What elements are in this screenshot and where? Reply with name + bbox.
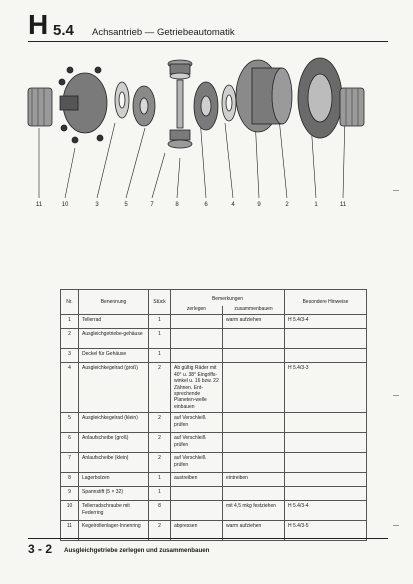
col-header-zerlegen: zerlegen	[171, 306, 223, 315]
cell-zusammenbauen	[223, 433, 285, 453]
parts-table	[60, 289, 367, 541]
cell-stueck: 2	[149, 413, 171, 433]
page-number: 3 - 2	[28, 542, 53, 556]
cell-benennung: Kegelrollenlager-Innenring	[79, 521, 149, 541]
cell-zerlegen: auf Verschleiß prüfen	[171, 433, 223, 453]
thrust-washer-left	[115, 82, 129, 118]
callout-label: 5	[124, 202, 128, 208]
cell-benennung: Tellerrad	[79, 315, 149, 329]
spider-gears	[168, 60, 192, 148]
cell-nr: 1	[61, 315, 79, 329]
cell-hinweise	[285, 329, 367, 349]
cell-zerlegen	[171, 501, 223, 521]
margin-mark	[393, 190, 399, 191]
cell-zusammenbauen	[223, 413, 285, 433]
cell-stueck: 2	[149, 521, 171, 541]
cell-zerlegen: Ab gültig Räder mit 40° u. 38° Eingriffs-winkel u. 16 bzw. 22 Zähnen. Ent-sprechende Planeten-welle einbauen	[171, 363, 223, 413]
cell-nr: 4	[61, 363, 79, 413]
cell-zerlegen: austreiben	[171, 473, 223, 487]
col-header-benennung: Benennung	[79, 290, 149, 315]
cell-hinweise: H 5.4/3-4	[285, 315, 367, 329]
cell-hinweise	[285, 453, 367, 473]
cell-zusammenbauen	[223, 453, 285, 473]
callout-label: 10	[61, 202, 69, 208]
cell-nr: 10	[61, 501, 79, 521]
cell-benennung: Ausgleichkegelrad (klein)	[79, 413, 149, 433]
bevel-gear-small	[133, 86, 155, 126]
cell-zusammenbauen	[223, 349, 285, 363]
callout-label: 9	[257, 202, 261, 208]
cell-nr: 6	[61, 433, 79, 453]
table-row	[61, 329, 367, 349]
cell-zusammenbauen: mit 4,5 mkg festziehen	[223, 501, 285, 521]
cell-zusammenbauen: warm aufziehen	[223, 315, 285, 329]
margin-mark	[393, 395, 399, 396]
cell-benennung: Ausgleichkegelrad (groß)	[79, 363, 149, 413]
table-row	[61, 453, 367, 473]
table-row	[61, 315, 367, 329]
table-header-row	[61, 290, 367, 307]
cell-zerlegen	[171, 329, 223, 349]
callout-numbers	[20, 200, 380, 214]
cell-benennung: Tellerradschraube mit Federring	[79, 501, 149, 521]
table-row	[61, 413, 367, 433]
differential-housing	[236, 60, 292, 132]
footer-title: Ausgleichgetriebe zerlegen und zusammenbauen	[64, 547, 210, 554]
col-header-hinweise: Besondere Hinweise	[285, 290, 367, 315]
section-number: 5.4	[53, 22, 74, 39]
cell-zusammenbauen: eintreiben	[223, 473, 285, 487]
cell-zerlegen	[171, 315, 223, 329]
cell-zerlegen: auf Verschleiß prüfen	[171, 413, 223, 433]
margin-mark	[393, 525, 399, 526]
cell-stueck: 2	[149, 453, 171, 473]
cell-hinweise	[285, 473, 367, 487]
cell-zusammenbauen: warm aufziehen	[223, 521, 285, 541]
cell-stueck: 1	[149, 487, 171, 501]
callout-label: 11	[35, 202, 43, 208]
table-row	[61, 363, 367, 413]
footer-rule	[28, 538, 388, 539]
cell-benennung: Anlaufscheibe (groß)	[79, 433, 149, 453]
cell-hinweise: H 5.4/3-5	[285, 521, 367, 541]
cell-nr: 7	[61, 453, 79, 473]
cell-nr: 8	[61, 473, 79, 487]
cell-benennung: Ausgleichgetriebe-gehäuse	[79, 329, 149, 349]
cell-hinweise	[285, 487, 367, 501]
cell-nr: 3	[61, 349, 79, 363]
callout-label: 7	[150, 202, 154, 208]
callout-label: 6	[204, 202, 208, 208]
cell-stueck: 8	[149, 501, 171, 521]
cell-stueck: 1	[149, 329, 171, 349]
exploded-view-illustration	[20, 48, 380, 218]
thrust-washer-right	[222, 85, 236, 121]
cell-stueck: 1	[149, 349, 171, 363]
housing-cover	[59, 67, 107, 143]
cell-zusammenbauen	[223, 329, 285, 349]
cell-stueck: 2	[149, 363, 171, 413]
table-row	[61, 433, 367, 453]
cell-benennung: Deckel für Gehäuse	[79, 349, 149, 363]
cell-hinweise	[285, 349, 367, 363]
cell-hinweise: H 5.4/3-3	[285, 363, 367, 413]
callout-label: 2	[285, 202, 289, 208]
header-rule	[28, 41, 388, 42]
section-title: Achsantrieb — Getriebeautomatik	[92, 27, 235, 38]
table-row	[61, 349, 367, 363]
callout-label: 3	[95, 202, 99, 208]
bevel-gear-large	[194, 82, 218, 130]
cell-nr: 9	[61, 487, 79, 501]
cell-nr: 2	[61, 329, 79, 349]
cell-zerlegen	[171, 487, 223, 501]
table-row	[61, 487, 367, 501]
cell-stueck: 2	[149, 433, 171, 453]
cell-hinweise: H 5.4/3-4	[285, 501, 367, 521]
bearing-right	[340, 88, 364, 126]
cell-zerlegen: auf Verschleiß prüfen	[171, 453, 223, 473]
col-header-zusammenbauen: zusammenbauen	[223, 306, 285, 315]
cell-zusammenbauen	[223, 487, 285, 501]
cell-zerlegen	[171, 349, 223, 363]
cell-nr: 11	[61, 521, 79, 541]
callout-label: 11	[339, 202, 347, 208]
table-row	[61, 501, 367, 521]
col-header-stueck: Stück	[149, 290, 171, 315]
cell-nr: 5	[61, 413, 79, 433]
callout-label: 1	[314, 202, 318, 208]
cell-benennung: Anlaufscheibe (klein)	[79, 453, 149, 473]
col-header-nr: Nr.	[61, 290, 79, 315]
cell-zusammenbauen	[223, 363, 285, 413]
table-row	[61, 473, 367, 487]
bearing-left	[28, 88, 52, 126]
cell-hinweise	[285, 413, 367, 433]
section-letter: H	[28, 9, 49, 40]
cell-zerlegen: abpressen	[171, 521, 223, 541]
callout-label: 4	[231, 202, 235, 208]
callout-label: 8	[175, 202, 179, 208]
cell-benennung: Spannstift (5 × 32)	[79, 487, 149, 501]
cell-benennung: Lagerbolzen	[79, 473, 149, 487]
ring-gear	[298, 58, 342, 138]
cell-hinweise	[285, 433, 367, 453]
col-header-bemerkungen: Bemerkungen	[171, 290, 285, 307]
cell-stueck: 1	[149, 473, 171, 487]
cell-stueck: 1	[149, 315, 171, 329]
